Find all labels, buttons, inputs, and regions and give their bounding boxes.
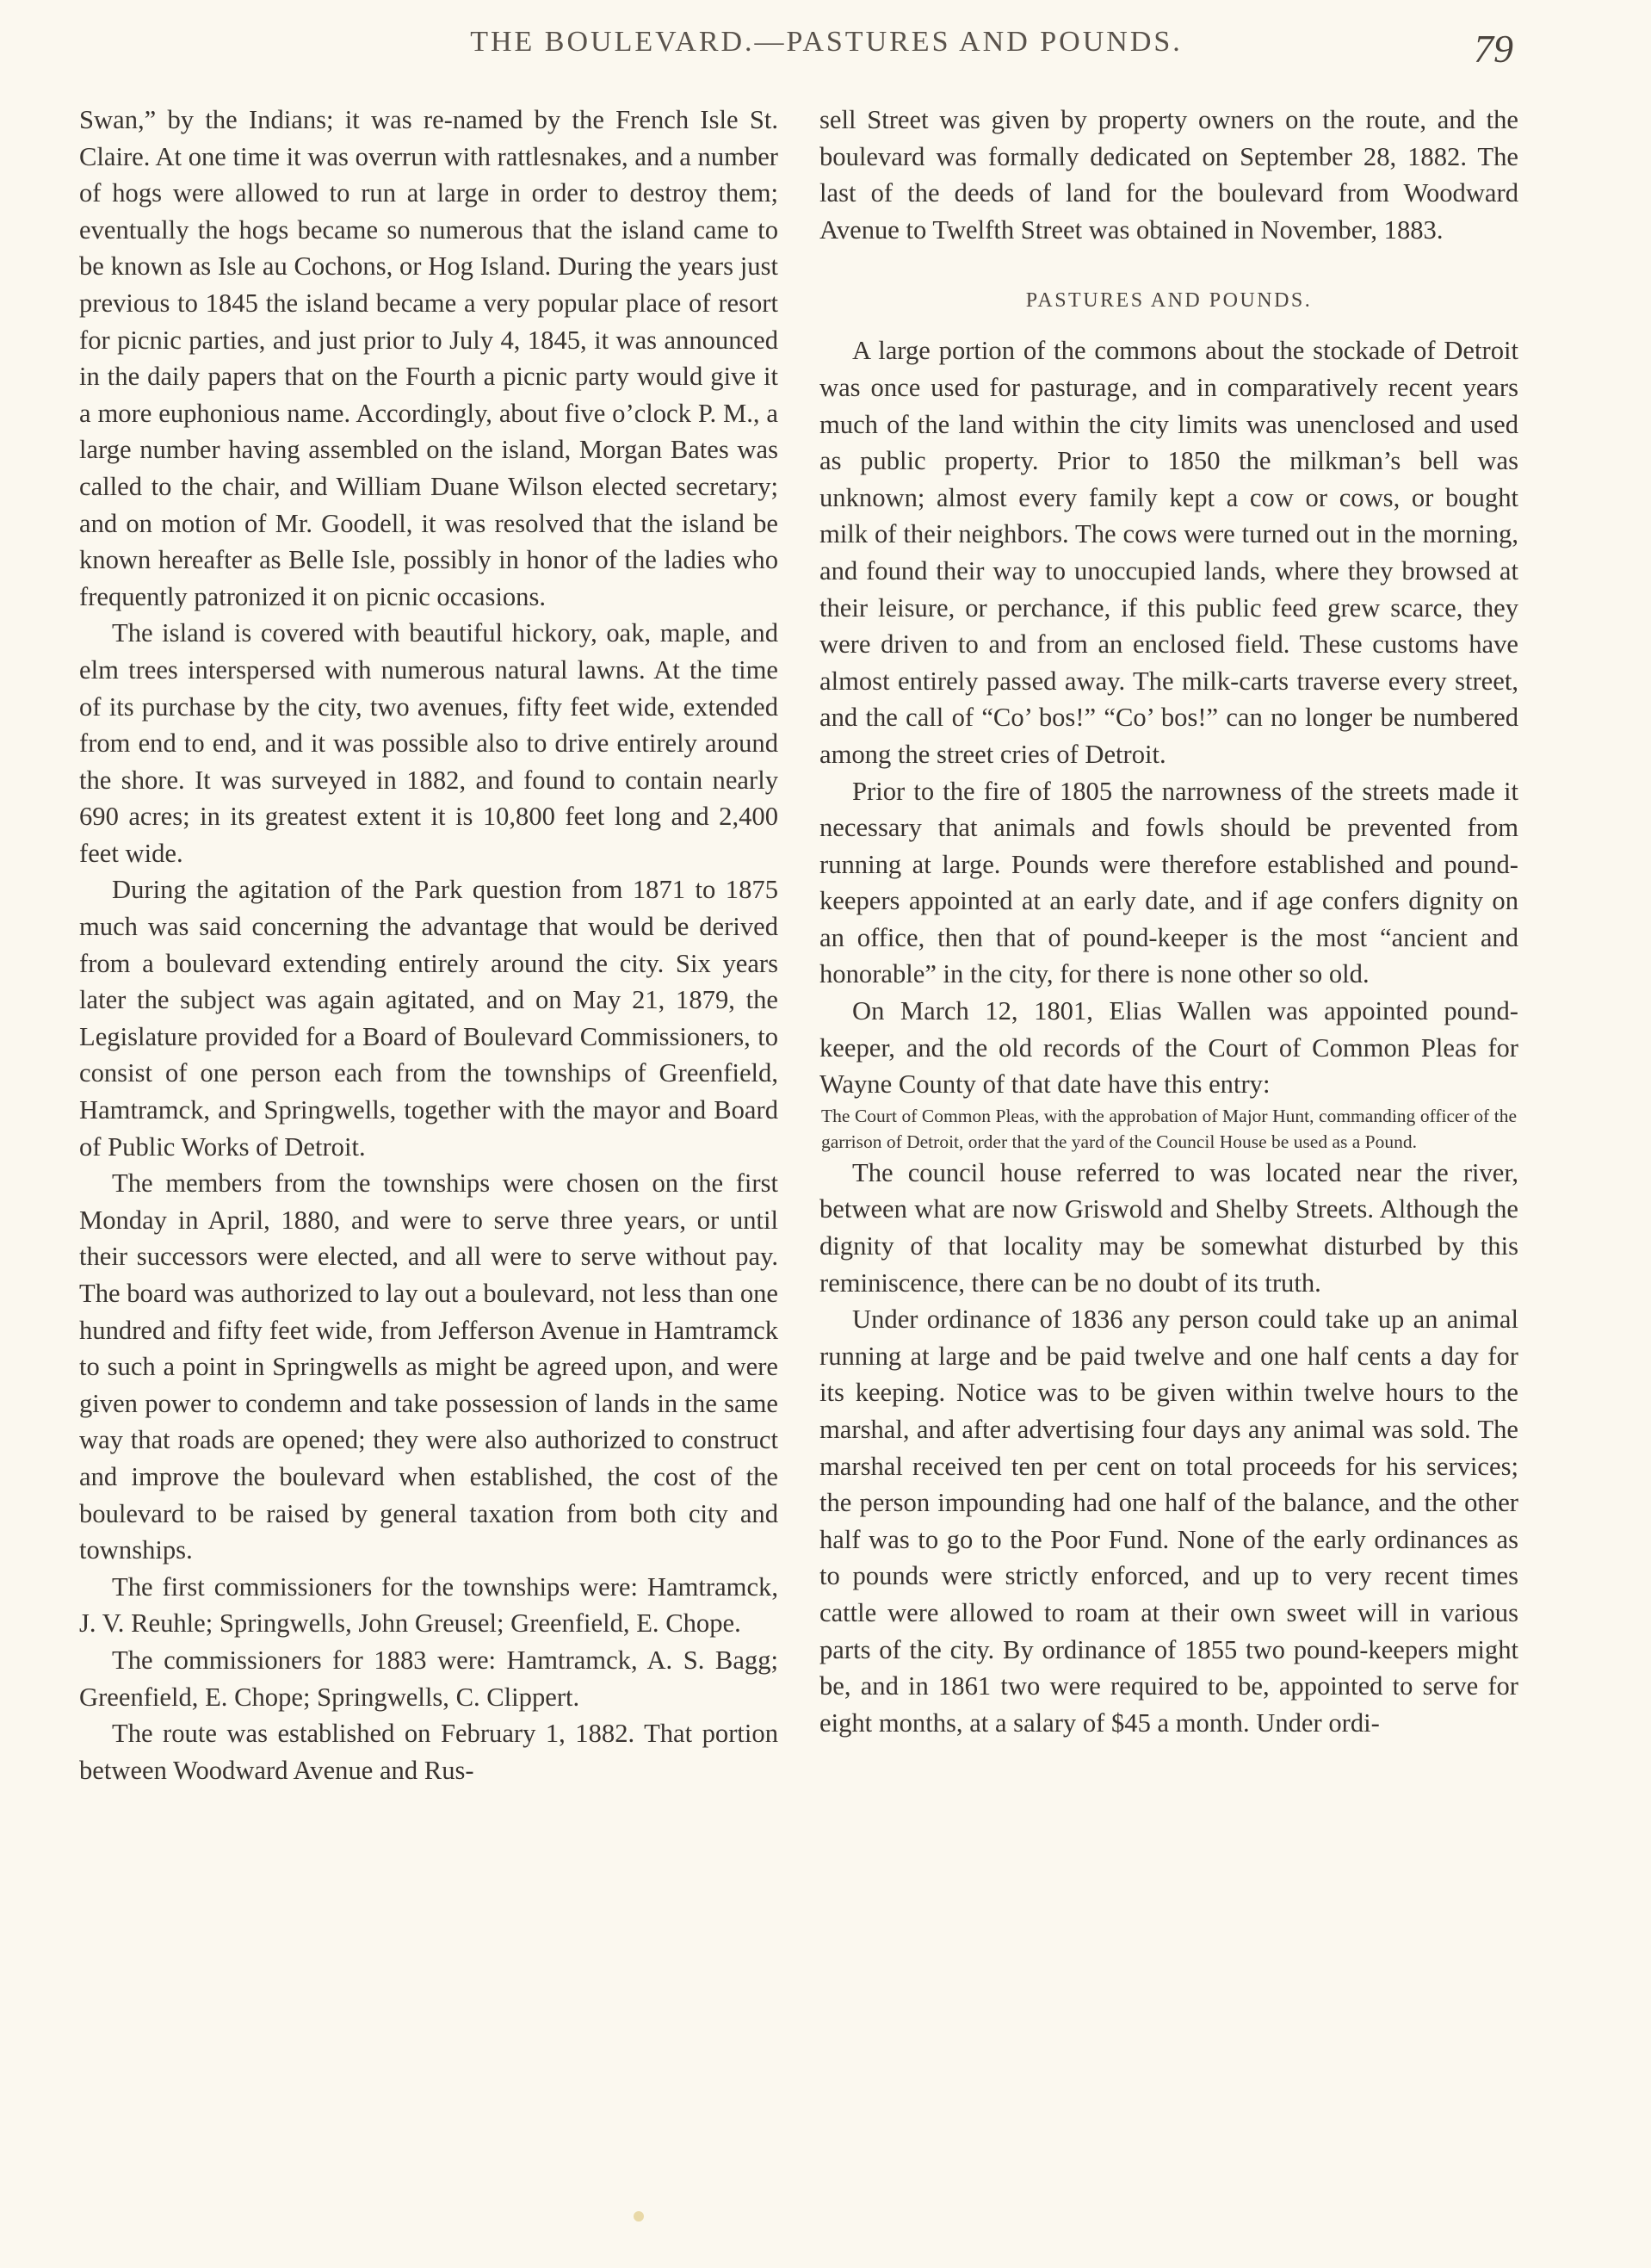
paragraph: The first commissioners for the townships were: Hamtramck, J. V. Reuhle; Springwells, John Greusel; Greenfield, E. Chope. xyxy=(79,1571,778,1639)
quoted-record: The Court of Common Pleas, with the approbation of Major Hunt, commanding officer of the garrison of Detroit, order that the yard of the Council House be used as a Pound. xyxy=(821,1105,1517,1152)
paragraph: The route was established on February 1, 1882. That portion between Woodward Avenue and Rus- xyxy=(79,1719,778,1785)
paragraph: A large portion of the commons about the stockade of Detroit was once used for pasturage, and in comparatively recent years much of the land within the city limits was unenclosed and used as public property. Prior to 1850 the milkman’s bell was unknown; almost every family kept a cow or cows, or bought milk of their neighbors. The cows were turned out in the morning, and found their way to unoccupied lands, where they browsed at their leisure, or perchance, if this public feed grew scarce, they were driven to and from an enclosed field. These customs have almost entirely passed away. The milk-carts traverse every street, and the call of “Co’ bos!” “Co’ bos!” can no longer be numbered among the street cries of Detroit. xyxy=(819,336,1518,769)
section-heading: PASTURES AND POUNDS. xyxy=(1025,289,1313,313)
paragraph: Prior to the fire of 1805 the narrowness of the streets made it necessary that animals and fowls should be prevented from running at large. Pounds were therefore established and pound-keepers appointed at an early date, and if age confers dignity on an office, then that of pound-keeper is the most “ancient and honorable” in the city, for there is none other so old. xyxy=(819,776,1518,989)
paragraph: During the agitation of the Park question from 1871 to 1875 much was said concerning the advantage that would be derived from a boulevard extending entirely around the city. Six years later the subject was again agitated, and on May 21, 1879, the Legislature provided for a Board of Boulevard Commissioners, to consist of one person each from the townships of Greenfield, Hamtramck, and Springwells, together with the mayor and Board of Public Works of Detroit. xyxy=(79,875,778,1162)
paragraph: The council house referred to was located near the river, between what are now Griswold and Shelby Streets. Although the dignity of that locality may be somewhat disturbed by this reminiscence, there can be no doubt of its truth. xyxy=(819,1157,1518,1298)
left-column xyxy=(79,102,778,1788)
paragraph: The commissioners for 1883 were: Hamtramck, A. S. Bagg; Greenfield, E. Chope; Springwells, C. Clippert. xyxy=(79,1645,778,1712)
paragraph: sell Street was given by property owners on the route, and the boulevard was formally dedicated on September 28, 1882. The last of the deeds of land for the boulevard from Woodward Avenue to Twelfth Street was obtained in November, 1883. xyxy=(819,105,1518,245)
page-ornament-dot xyxy=(634,2211,644,2222)
paragraph: The members from the townships were chosen on the first Monday in April, 1880, and were to serve three years, or until their successors were elected, and all were to serve without pay. The board was authorized to lay out a boulevard, not less than one hundred and fifty feet wide, from Jefferson Avenue in Hamtramck to such a point in Springwells as might be agreed upon, and were given power to condemn and take possession of lands in the same way that roads are opened; they were also authorized to construct and improve the boulevard when established, the cost of the boulevard to be raised by general taxation from both city and townships. xyxy=(79,1168,778,1565)
paragraph: Swan,” by the Indians; it was re-named by the French Isle St. Claire. At one time it was overrun with rattlesnakes, and a number of hogs were allowed to run at large in order to destroy them; eventually the hogs became so numerous that the island came to be known as Isle au Cochons, or Hog Island. During the years just previous to 1845 the island became a very popular place of resort for picnic parties, and just prior to July 4, 1845, it was announced in the daily papers that on the Fourth a picnic party would give it a more euphonious name. Accordingly, about five o’clock P. M., a large number having assembled on the island, Morgan Bates was called to the chair, and William Duane Wilson elected secretary; and on motion of Mr. Goodell, it was resolved that the island be known hereafter as Belle Isle, possibly in honor of the ladies who frequently patronized it on picnic occasions. xyxy=(79,105,778,611)
right-column xyxy=(819,102,1518,1741)
page-number: 79 xyxy=(1474,27,1513,71)
paragraph: The island is covered with beautiful hickory, oak, maple, and elm trees interspersed with numerous natural lawns. At the time of its purchase by the city, two avenues, fifty feet wide, extended from end to end, and it was possible also to drive entirely around the shore. It was surveyed in 1882, and found to contain nearly 690 acres; in its greatest extent it is 10,800 feet long and 2,400 feet wide. xyxy=(79,618,778,868)
running-title: THE BOULEVARD.—PASTURES AND POUNDS. xyxy=(470,26,1183,58)
paragraph: Under ordinance of 1836 any person could take up an animal running at large and be paid twelve and one half cents a day for its keeping. Notice was to be given within twelve hours to the marshal, and after advertising four days any animal was sold. The marshal received ten per cent on total proceeds for his services; the person impounding had one half of the balance, and the other half was to go to the Poor Fund. None of the early ordinances as to pounds were strictly enforced, and up to very recent times cattle were allowed to roam at their own sweet will in various parts of the city. By ordinance of 1855 two pound-keepers might be, and in 1861 two were required to be, appointed to serve for eight months, at a salary of $45 a month. Under ordi- xyxy=(819,1304,1518,1738)
paragraph: On March 12, 1801, Elias Wallen was appointed pound-keeper, and the old records of the Court of Common Pleas for Wayne County of that date have this entry: xyxy=(819,996,1518,1100)
